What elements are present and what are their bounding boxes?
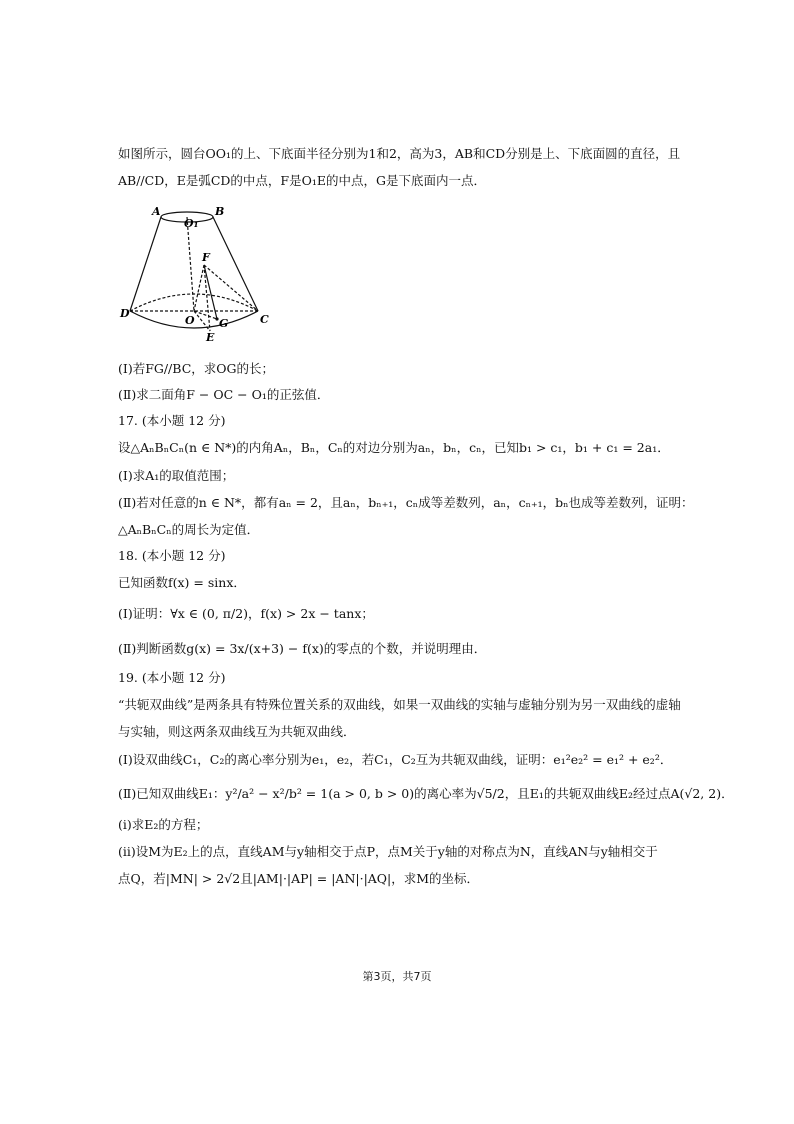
label-E: E [206, 331, 215, 343]
label-G: G [219, 317, 229, 330]
frustum-figure [118, 203, 278, 343]
q19-stem-line2: 与实轴，则这两条双曲线互为共轭双曲线． [118, 724, 356, 739]
label-D: D [120, 307, 130, 320]
q19-stem-line1: “共轭双曲线”是两条具有特殊位置关系的双曲线，如果一双曲线的实轴与虚轴分别为另一双曲线的虚轴 [118, 697, 681, 712]
q17-stem: 设△AₙBₙCₙ(n ∈ N*)的内角Aₙ，Bₙ，Cₙ的对边分别为aₙ，bₙ，cₙ，已知b₁ > c₁，b₁ + c₁ = 2a₁． [118, 440, 670, 455]
label-A: A [152, 205, 161, 218]
q16-part1: (Ⅰ)若FG//BC，求OG的长； [118, 361, 274, 376]
q18-title: 18. (本小题 12 分) [118, 548, 226, 563]
q16-part2: (Ⅱ)求二面角F − OC − O₁的正弦值． [118, 387, 330, 402]
q17-part2-line1: (Ⅱ)若对任意的n ∈ N*，都有aₙ = 2，且aₙ，bₙ₊₁，cₙ成等差数列，aₙ，cₙ₊₁，bₙ也成等差数列，证明： [118, 495, 694, 510]
label-O: O [185, 314, 195, 327]
intro-line-1: 如图所示，圆台OO₁的上、下底面半径分别为1和2，高为3，AB和CD分别是上、下底面圆的直径，且 [118, 146, 681, 161]
q17-title: 17. (本小题 12 分) [118, 413, 226, 428]
q17-part2-line2: △AₙBₙCₙ的周长为定值． [118, 522, 260, 537]
q18-part2: (Ⅱ)判断函数g(x) = 3x/(x+3) − f(x)的零点的个数，并说明理由． [118, 641, 487, 656]
q19-title: 19. (本小题 12 分) [118, 670, 226, 685]
label-B: B [215, 205, 225, 218]
q18-part1: (Ⅰ)证明：∀x ∈ (0, π/2)，f(x) > 2x − tanx； [118, 606, 374, 621]
label-C: C [260, 313, 269, 326]
intro-line-2: AB//CD，E是弧CD的中点，F是O₁E的中点，G是下底面内一点． [118, 173, 486, 188]
label-O1: O₁ [184, 217, 199, 230]
q19-part2: (Ⅱ)已知双曲线E₁：y²/a² − x²/b² = 1(a > 0, b > 0)的离心率为√5/2，且E₁的共轭双曲线E₂经过点A(√2, 2)． [118, 786, 734, 801]
label-F: F [202, 251, 210, 264]
page-footer: 第3页，共7页 [362, 970, 432, 983]
q17-part1: (Ⅰ)求A₁的取值范围； [118, 468, 235, 483]
q19-sub2-line2: 点Q，若|MN| > 2√2且|AM|·|AP| = |AN|·|AQ|，求M的坐标． [118, 871, 480, 886]
q19-sub1: (ⅰ)求E₂的方程； [118, 817, 209, 832]
q18-stem: 已知函数f(x) = sinx． [118, 575, 246, 590]
q19-sub2-line1: (ⅱ)设M为E₂上的点，直线AM与y轴相交于点P，点M关于y轴的对称点为N，直线AN与y轴相交于 [118, 844, 658, 859]
q19-part1: (Ⅰ)设双曲线C₁，C₂的离心率分别为e₁，e₂，若C₁，C₂互为共轭双曲线，证明：e₁²e₂² = e₁² + e₂²． [118, 752, 673, 767]
